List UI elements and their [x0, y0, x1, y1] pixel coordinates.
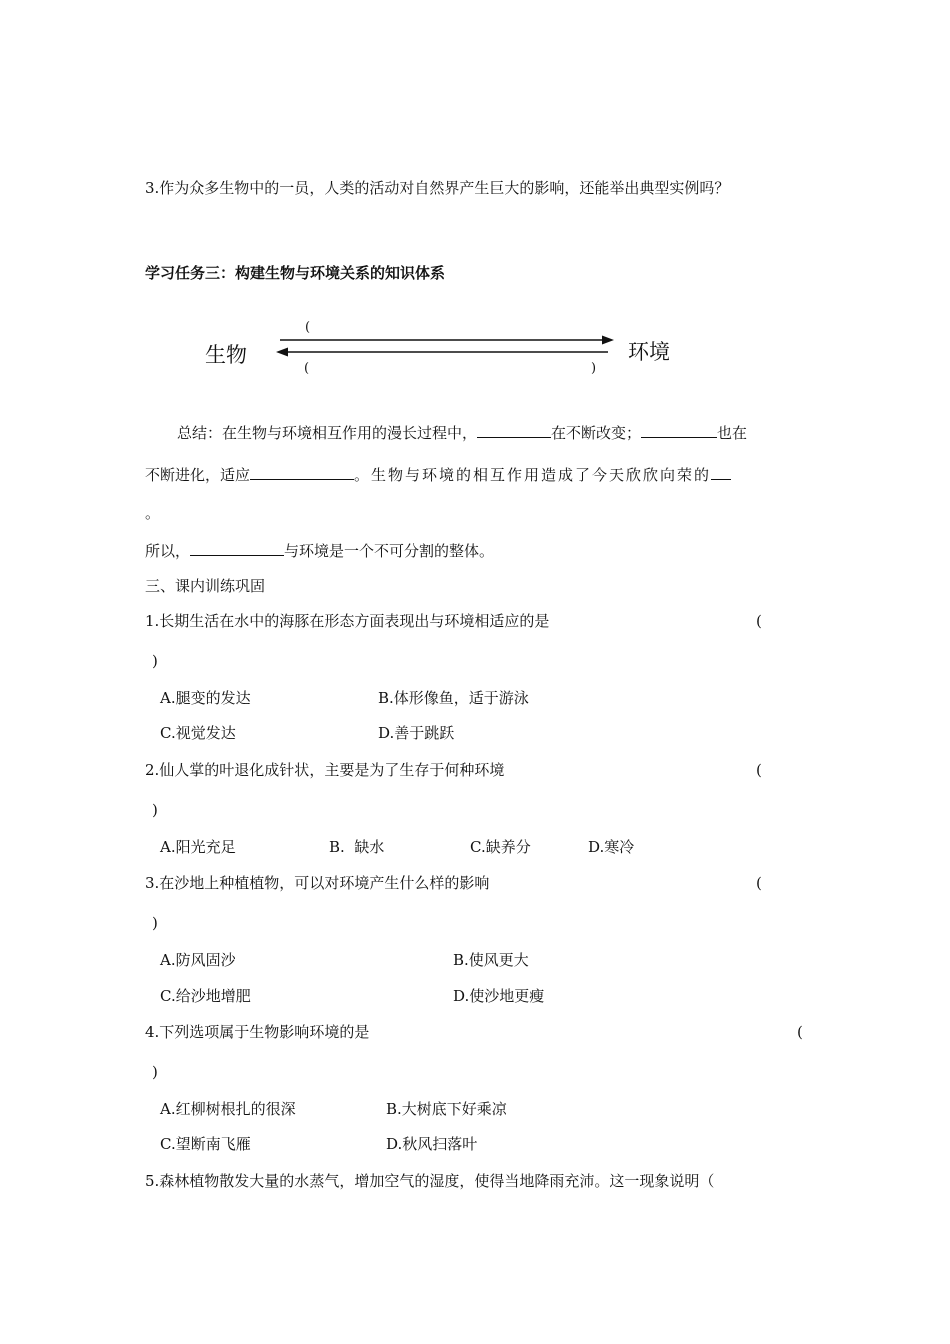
q2-stem: 2.仙人掌的叶退化成针状，主要是为了生存于何种环境 — [145, 761, 505, 779]
q4-option-c[interactable]: C.望断南飞雁 — [160, 1135, 251, 1153]
q2-option-b[interactable]: B. 缺水 — [329, 838, 385, 856]
q3-option-c[interactable]: C.给沙地增肥 — [160, 987, 251, 1005]
q2-option-c[interactable]: C.缺养分 — [470, 838, 531, 856]
q1-stem: 1.长期生活在水中的海豚在形态方面表现出与环境相适应的是 — [145, 612, 550, 630]
q2-answer-open[interactable]: ( — [756, 761, 762, 779]
summary-line-4 — [145, 539, 494, 561]
summary-text-1b: 在不断改变； — [551, 424, 642, 442]
section3-heading: 三、课内训练巩固 — [145, 577, 266, 595]
q2-answer-close: ) — [152, 801, 158, 819]
q1-option-c[interactable]: C.视觉发达 — [160, 724, 236, 742]
summary-text-2a: 不断进化，适应 — [145, 466, 251, 484]
q4-option-a[interactable]: A.红柳树根扎的很深 — [160, 1100, 296, 1118]
q3-option-d[interactable]: D.使沙地更瘦 — [453, 987, 545, 1005]
q3-stem: 3.在沙地上种植植物，可以对环境产生什么样的影响 — [145, 874, 490, 892]
diagram-arrows — [270, 333, 620, 359]
q3-option-b[interactable]: B.使风更大 — [453, 951, 529, 969]
q4-answer-open[interactable]: ( — [797, 1023, 803, 1041]
diagram-top-paren: ( — [305, 320, 311, 335]
blank-5[interactable] — [190, 539, 284, 556]
diagram-bottom-right-paren: ) — [591, 361, 597, 376]
summary-text-4b: 与环境是一个不可分割的整体。 — [284, 542, 495, 560]
summary-text-4a: 所以， — [145, 542, 191, 560]
blank-3[interactable] — [250, 463, 354, 480]
q1-answer-open[interactable]: ( — [756, 612, 762, 630]
q2-option-d[interactable]: D.寒冷 — [588, 838, 635, 856]
q1-option-d[interactable]: D.善于跳跃 — [378, 724, 455, 742]
q4-stem: 4.下列选项属于生物影响环境的是 — [145, 1023, 370, 1041]
q1-answer-close: ) — [152, 652, 158, 670]
question-3-text: 3.作为众多生物中的一员，人类的活动对自然界产生巨大的影响，还能举出典型实例吗？ — [145, 179, 730, 197]
q5-stem: 5.森林植物散发大量的水蒸气，增加空气的湿度，使得当地降雨充沛。这一现象说明（ — [145, 1172, 715, 1190]
summary-text-2b: 。生物与环境的相互作用造成了今天欣欣向荣的 — [354, 466, 712, 484]
q2-option-a[interactable]: A.阳光充足 — [160, 838, 236, 856]
arrowhead-left — [276, 348, 288, 357]
blank-1[interactable] — [477, 421, 551, 438]
diagram-organism-label: 生物 — [205, 343, 247, 367]
q4-option-b[interactable]: B.大树底下好乘凉 — [386, 1100, 507, 1118]
q3-answer-close: ) — [152, 914, 158, 932]
summary-line-1 — [177, 421, 747, 443]
q1-option-a[interactable]: A.腿变的发达 — [160, 689, 251, 707]
summary-line-2 — [145, 463, 731, 485]
summary-line-3: 。 — [145, 504, 161, 522]
q3-option-a[interactable]: A.防风固沙 — [160, 951, 236, 969]
q1-option-b[interactable]: B.体形像鱼，适于游泳 — [378, 689, 529, 707]
q3-answer-open[interactable]: ( — [756, 874, 762, 892]
q4-option-d[interactable]: D.秋风扫落叶 — [386, 1135, 478, 1153]
summary-text-1c: 也在 — [717, 424, 748, 442]
arrowhead-right — [602, 336, 614, 345]
diagram-bottom-left-paren: ( — [304, 361, 310, 376]
summary-text-1a: 总结：在生物与环境相互作用的漫长过程中， — [177, 424, 478, 442]
task3-heading: 学习任务三：构建生物与环境关系的知识体系 — [145, 264, 446, 282]
q4-answer-close: ) — [152, 1063, 158, 1081]
diagram-environment-label: 环境 — [628, 340, 670, 364]
blank-2[interactable] — [641, 421, 717, 438]
blank-4[interactable] — [711, 463, 731, 480]
